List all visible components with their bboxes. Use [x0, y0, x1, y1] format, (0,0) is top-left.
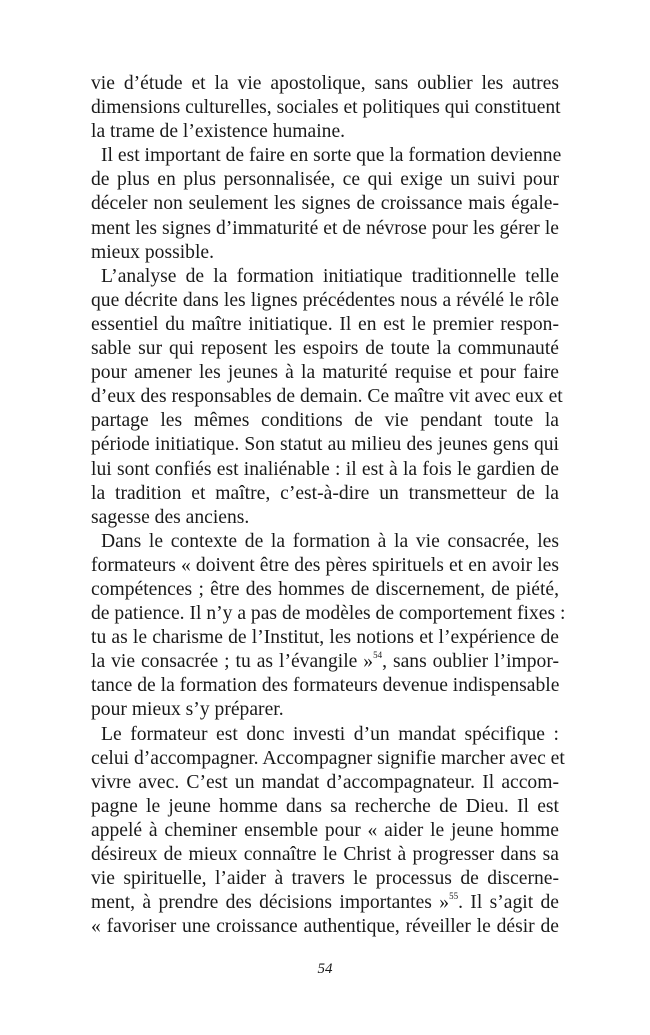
line-text: Il est important de faire en sorte que la formation devienne	[101, 145, 562, 167]
text-line	[91, 337, 559, 361]
line-text: « favoriser une croissance authentique, réveiller le désir de	[91, 916, 559, 938]
line-text: déceler non seulement les signes de croissance mais égale-	[91, 193, 559, 215]
text-line	[91, 602, 566, 626]
text-line	[91, 385, 563, 409]
text-line	[91, 144, 562, 168]
line-text: de patience. Il n’y a pas de modèles de comportement fixes :	[91, 603, 566, 625]
line-text: ment les signes d’immaturité et de névrose pour les gérer le	[91, 217, 559, 239]
footnote-reference: 54	[373, 650, 383, 661]
page-body	[91, 72, 566, 939]
text-line	[91, 409, 559, 433]
text-line	[91, 650, 559, 674]
line-text: mieux possible.	[91, 241, 214, 263]
text-line	[91, 843, 559, 867]
line-text: vie spirituelle, l’aider à travers le processus de discerne-	[91, 868, 559, 890]
text-line	[91, 915, 559, 939]
line-text: d’eux des responsables de demain. Ce maître vit avec eux et	[91, 386, 563, 408]
line-text: appelé à cheminer ensemble pour « aider le jeune homme	[91, 819, 559, 841]
text-line	[91, 120, 559, 144]
text-line	[91, 530, 559, 554]
line-text: la vie consacrée ; tu as l’évangile »	[91, 651, 374, 673]
text-line	[91, 241, 559, 265]
line-text: formateurs « doivent être des pères spirituels et en avoir les	[91, 554, 559, 576]
line-text: tu as le charisme de l’Institut, les notions et l’expérience de	[91, 627, 559, 649]
text-line	[91, 361, 559, 385]
line-text: sable sur qui reposent les espoirs de toute la communauté	[91, 338, 559, 360]
line-text: pagne le jeune homme dans sa recherche de Dieu. Il est	[91, 795, 559, 817]
text-line	[91, 168, 559, 192]
text-line	[91, 698, 559, 722]
text-line	[91, 433, 559, 457]
line-text: compétences ; être des hommes de discernement, de piété,	[91, 578, 559, 600]
line-text: sagesse des anciens.	[91, 506, 250, 528]
line-text: Le formateur est donc investi d’un mandat spécifique :	[101, 723, 559, 745]
line-text: pour amener les jeunes à la maturité requise et pour faire	[91, 362, 559, 384]
line-text: de plus en plus personnalisée, ce qui exige un suivi pour	[91, 169, 559, 191]
text-line	[91, 217, 559, 241]
line-text: Dans le contexte de la formation à la vie consacrée, les	[101, 530, 559, 552]
line-text: la trame de l’existence humaine.	[91, 121, 346, 143]
line-text: celui d’accompagner. Accompagner signifie marcher avec et	[91, 747, 565, 769]
paragraph	[91, 72, 559, 144]
line-text-continued: , sans oublier l’impor-	[382, 651, 560, 673]
text-line	[91, 192, 559, 216]
text-line	[91, 819, 559, 843]
text-line	[91, 626, 559, 650]
text-line	[91, 289, 559, 313]
line-text: pour mieux s’y préparer.	[91, 699, 284, 721]
text-line	[91, 96, 559, 120]
text-line	[91, 771, 559, 795]
paragraph	[91, 723, 565, 940]
line-text: lui sont confiés est inaliénable : il est à la fois le gardien de	[91, 458, 559, 480]
text-line	[91, 313, 559, 337]
paragraph	[91, 530, 566, 723]
text-line	[91, 795, 559, 819]
text-line	[91, 867, 559, 891]
line-text: vivre avec. C’est un mandat d’accompagnateur. Il accom-	[91, 771, 559, 793]
line-text: que décrite dans les lignes précédentes nous a révélé le rôle	[91, 289, 559, 311]
text-line	[91, 891, 559, 915]
line-text: dimensions culturelles, sociales et politiques qui constituent	[91, 97, 561, 119]
paragraph	[91, 265, 563, 530]
line-text: vie d’étude et la vie apostolique, sans oublier les autres	[91, 73, 559, 94]
text-line	[91, 506, 559, 530]
text-line	[91, 747, 565, 771]
text-line	[91, 578, 559, 602]
text-line	[91, 72, 559, 96]
text-line	[91, 458, 559, 482]
text-line	[91, 482, 559, 506]
line-text: partage les mêmes conditions de vie pendant toute la	[91, 410, 559, 432]
text-line	[91, 554, 559, 578]
text-line	[91, 265, 559, 289]
line-text: essentiel du maître initiatique. Il en est le premier respon-	[91, 313, 559, 335]
line-text: ment, à prendre des décisions importantes »	[91, 892, 450, 914]
line-text: la tradition et maître, c’est-à-dire un transmetteur de la	[91, 482, 559, 504]
line-text: tance de la formation des formateurs devenue indispensable	[91, 675, 560, 697]
footnote-reference: 55	[449, 891, 459, 902]
page-number: 54	[317, 961, 333, 977]
line-text: période initiatique. Son statut au milieu des jeunes gens qui	[91, 434, 559, 456]
text-line	[91, 723, 559, 747]
paragraph	[91, 144, 562, 264]
text-line	[91, 674, 559, 698]
line-text-continued: . Il s’agit de	[458, 892, 560, 914]
line-text: L’analyse de la formation initiatique traditionnelle telle	[101, 265, 559, 287]
line-text: désireux de mieux connaître le Christ à progresser dans sa	[91, 844, 559, 865]
